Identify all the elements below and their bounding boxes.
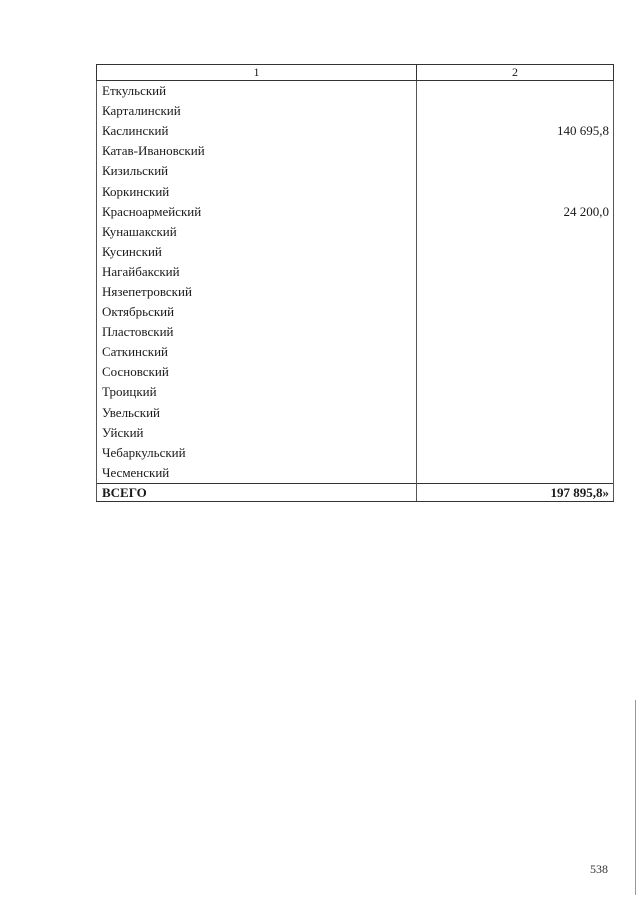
table-row (97, 423, 614, 443)
district-name: Кусинский (97, 242, 417, 262)
district-value (417, 403, 614, 423)
table-row (97, 342, 614, 362)
district-name: Троицкий (97, 382, 417, 402)
district-name: Пластовский (97, 322, 417, 342)
district-value (417, 362, 614, 382)
district-value (417, 342, 614, 362)
table-row (97, 161, 614, 181)
column-header-2: 2 (417, 65, 614, 81)
district-name: Кунашакский (97, 222, 417, 242)
district-name: Сосновский (97, 362, 417, 382)
district-name: Нязепетровский (97, 282, 417, 302)
district-value (417, 81, 614, 102)
district-value (417, 242, 614, 262)
table-row (97, 463, 614, 484)
district-name: Карталинский (97, 101, 417, 121)
table-header-row (97, 65, 614, 81)
district-name: Октябрьский (97, 302, 417, 322)
district-name: Еткульский (97, 81, 417, 102)
district-value (417, 282, 614, 302)
page-number: 538 (590, 862, 608, 876)
district-value (417, 262, 614, 282)
table-row (97, 322, 614, 342)
table-row (97, 81, 614, 102)
district-name: Нагайбакский (97, 262, 417, 282)
scan-edge-line (635, 700, 636, 895)
district-value (417, 141, 614, 161)
budget-table (96, 64, 614, 502)
district-value (417, 322, 614, 342)
table-row (97, 202, 614, 222)
table-row (97, 262, 614, 282)
district-name: Чебаркульский (97, 443, 417, 463)
table-row (97, 443, 614, 463)
table-row (97, 141, 614, 161)
table-row (97, 242, 614, 262)
district-name: Каслинский (97, 121, 417, 141)
table-row (97, 101, 614, 121)
district-value (417, 161, 614, 181)
district-value (417, 181, 614, 201)
table-row (97, 403, 614, 423)
district-value (417, 222, 614, 242)
district-value (417, 302, 614, 322)
column-header-1: 1 (97, 65, 417, 81)
district-value (417, 423, 614, 443)
district-name: Саткинский (97, 342, 417, 362)
total-row (97, 483, 614, 501)
table-row (97, 302, 614, 322)
district-name: Кизильский (97, 161, 417, 181)
table-row (97, 121, 614, 141)
district-name: Красноармейский (97, 202, 417, 222)
district-value (417, 101, 614, 121)
table-body (97, 81, 614, 484)
district-name: Увельский (97, 403, 417, 423)
table-row (97, 282, 614, 302)
district-value (417, 382, 614, 402)
district-name: Уйский (97, 423, 417, 443)
district-name: Катав-Ивановский (97, 141, 417, 161)
district-value (417, 443, 614, 463)
total-label: ВСЕГО (97, 483, 417, 501)
district-name: Чесменский (97, 463, 417, 484)
district-value (417, 463, 614, 484)
table-row (97, 181, 614, 201)
table-row (97, 362, 614, 382)
district-name: Коркинский (97, 181, 417, 201)
district-value: 140 695,8 (417, 121, 614, 141)
total-value: 197 895,8» (417, 483, 614, 501)
table-row (97, 382, 614, 402)
district-value: 24 200,0 (417, 202, 614, 222)
table-row (97, 222, 614, 242)
